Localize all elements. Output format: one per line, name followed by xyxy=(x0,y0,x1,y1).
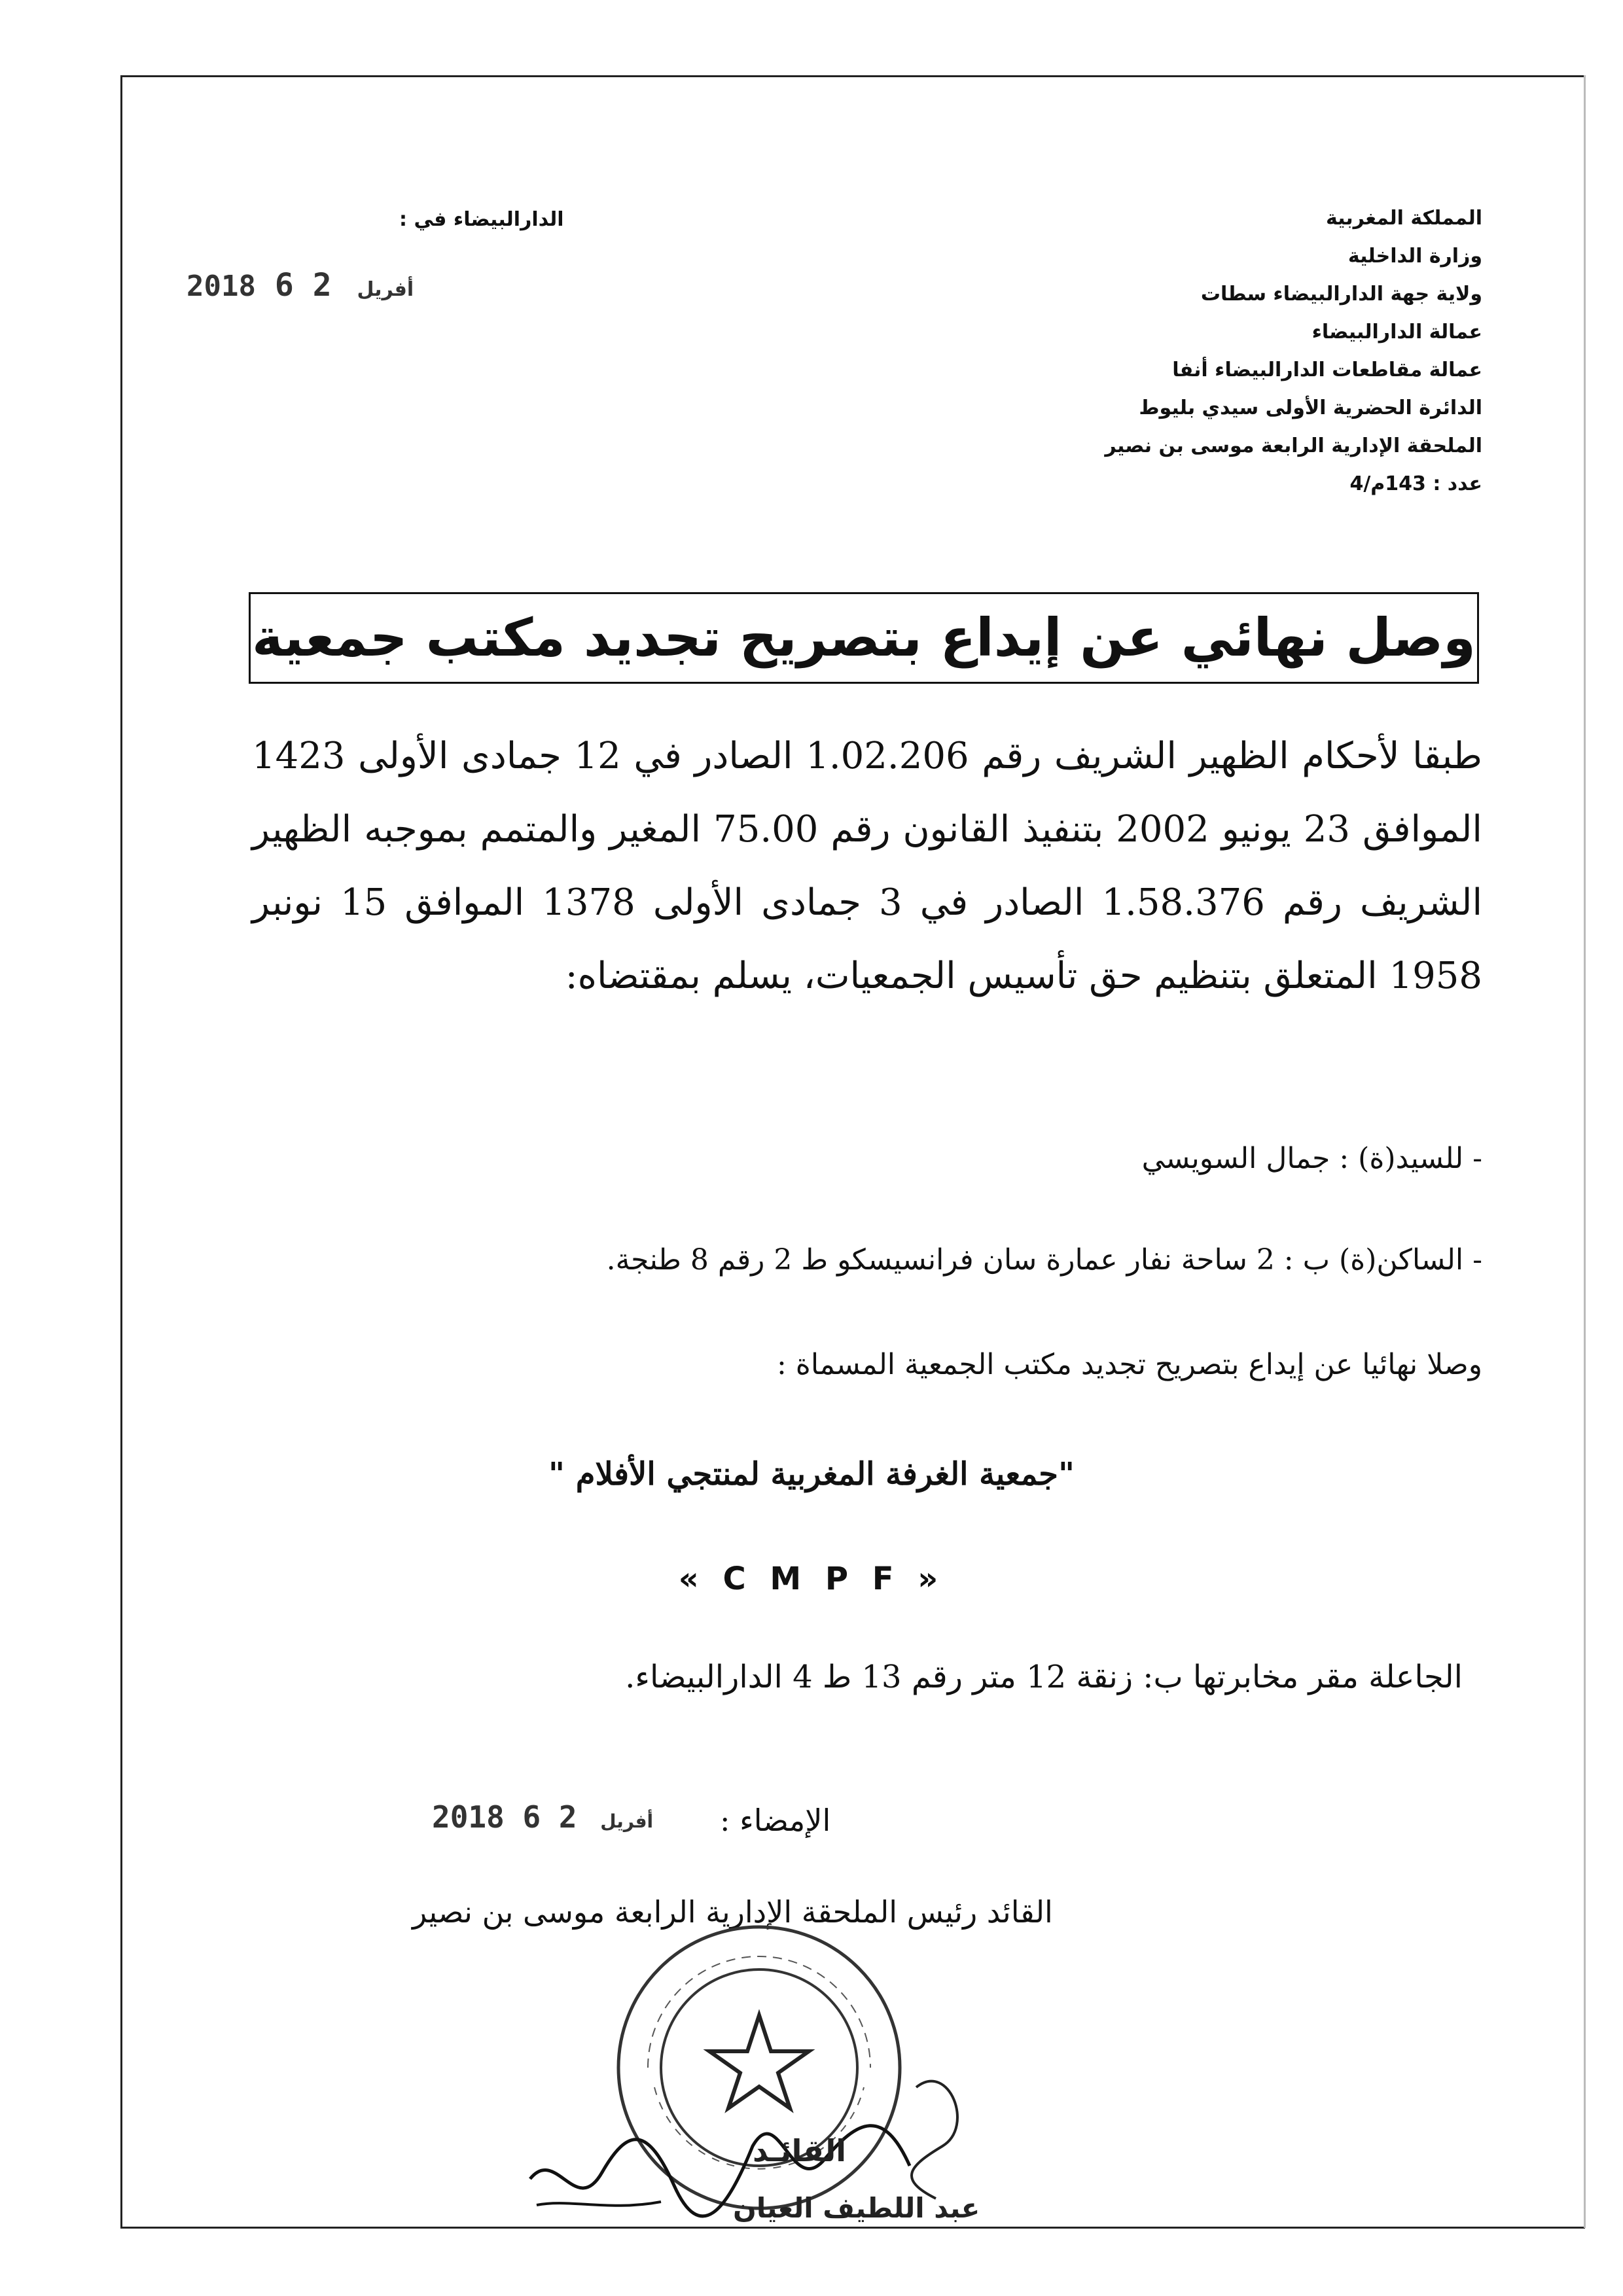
signer-title: القائـد xyxy=(753,2133,846,2168)
letterhead-line-wilaya: ولاية جهة الدارالبيضاء سطات xyxy=(1200,283,1482,306)
date-stamp-bottom-month: أفريل xyxy=(600,1810,654,1832)
letterhead-line-kingdom: المملكة المغربية xyxy=(1325,207,1482,230)
date-stamp-top xyxy=(187,267,420,304)
letterhead-line-ministry: وزارة الداخلية xyxy=(1347,245,1482,268)
headquarters-line: الجاعلة مقر مخابرتها ب: زنقة 12 متر رقم 13 ط 4 الدارالبيضاء. xyxy=(625,1659,1463,1695)
page-frame-right xyxy=(1584,75,1586,2228)
receipt-line: وصلا نهائيا عن إيداع بتصريح تجديد مكتب الجمعية المسماة : xyxy=(776,1348,1482,1381)
date-stamp-bottom-day: 2 6 xyxy=(522,1799,577,1835)
association-name: "جمعية الغرفة المغربية لمنتجي الأفلام " xyxy=(548,1456,1075,1492)
legal-paragraph: طبقا لأحكام الظهير الشريف رقم 1.02.206 الصادر في 12 جمادى الأولى 1423 الموافق 23 يونيو 2002 بتنفيذ القانون رقم 75.00 المغير والمتمم بموجبه الظهير الشريف رقم 1.58.376 الصادر في 3 جمادى الأولى 1378 الموافق 15 نونبر 1958 المتعلق بتنظيم حق تأسيس الجمعيات، يسلم بمقتضاه: xyxy=(252,735,1483,997)
date-stamp-month: أفريل xyxy=(357,278,414,301)
reference-number: عدد : 143م/4 xyxy=(1349,472,1482,495)
letterhead-line-urban-circle: الدائرة الحضرية الأولى سيدي بليوط xyxy=(1139,397,1482,419)
letterhead xyxy=(1024,200,1482,503)
document-title-box xyxy=(249,592,1479,684)
date-stamp-bottom xyxy=(432,1799,658,1835)
city-date-label: الدارالبيضاء في : xyxy=(399,208,564,231)
date-stamp-year: 2018 xyxy=(187,270,256,303)
signature-label: الإمضاء : xyxy=(720,1803,831,1838)
signer-name: عبد اللطيف العيان xyxy=(733,2192,980,2224)
date-stamp-day: 2 6 xyxy=(274,267,332,304)
letterhead-line-district-prefecture: عمالة مقاطعات الدارالبيضاء أنفا xyxy=(1172,359,1482,381)
letterhead-line-annex: الملحقة الإدارية الرابعة موسى بن نصير xyxy=(1105,434,1482,457)
date-stamp-bottom-year: 2018 xyxy=(432,1799,505,1835)
association-acronym: « C M P F » xyxy=(678,1561,945,1597)
letterhead-line-prefecture: عمالة الدارالبيضاء xyxy=(1311,321,1482,344)
address-line: - الساكن(ة) ب : 2 ساحة نفار عمارة سان فرانسيسكو ط 2 رقم 8 طنجة. xyxy=(606,1243,1482,1277)
page-frame-top xyxy=(120,75,1585,77)
caid-title-line: القائد رئيس الملحقة الإدارية الرابعة موسى بن نصير xyxy=(412,1894,1053,1930)
recipient-line: - للسيد(ة) : جمال السويسي xyxy=(1141,1142,1482,1175)
page-frame-left xyxy=(120,75,122,2228)
document-title: وصل نهائي عن إيداع بتصريح تجديد مكتب جمعية xyxy=(252,607,1476,668)
